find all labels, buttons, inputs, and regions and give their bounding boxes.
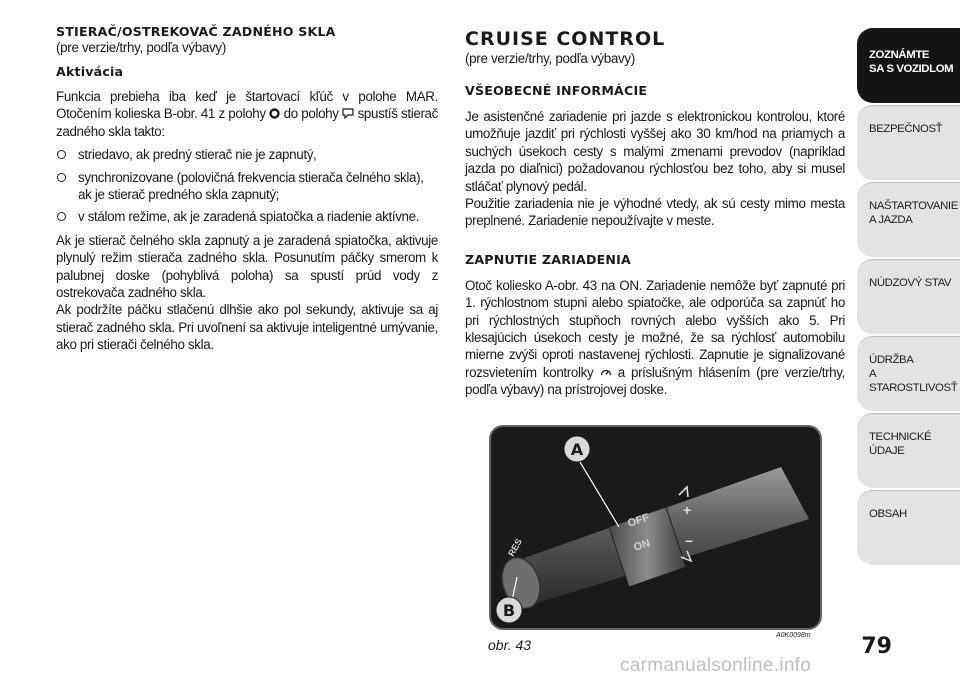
tab-get-to-know-vehicle[interactable]: ZOZNÁMTE SA S VOZIDLOM: [857, 28, 960, 103]
ring-on-label: ON: [632, 537, 652, 554]
enable-heading: ZAPNUTIE ZARIADENIA: [465, 251, 631, 267]
callout-a-line: [577, 457, 619, 527]
tab-maintenance[interactable]: ÚDRŽBA A STAROSTLIVOSŤ: [857, 336, 960, 411]
ring-off-label: OFF: [626, 511, 651, 530]
cruise-control-title: CRUISE CONTROL: [465, 28, 666, 50]
rear-wiper-title: STIERAČ/OSTREKOVAČ ZADNÉHO SKLA: [56, 24, 336, 39]
hold-lever-paragraph: Ak podržíte páčku stlačenú dlhšie ako pol sekundy, aktivuje sa aj stierač zadného skla. Pri uvoľnení sa aktivuje inteligentné umývanie, ako pri stierači čelného skla.: [56, 302, 438, 353]
callout-a-label: A: [570, 440, 584, 459]
tab-technical-data[interactable]: TECHNICKÉ ÚDAJE: [857, 413, 960, 488]
circle-bullet-icon: [57, 150, 66, 159]
figure-code: A0K0098m: [776, 632, 811, 639]
page-number: 79: [861, 634, 892, 659]
rear-wiper-symbol-icon: [342, 108, 354, 119]
activation-paragraph: Funkcia prebieha iba keď je štartovací kľúč v polohe MAR. Otočením kolieska B-obr. 41 z polohy do polohy spustíš stierač zadného skla takto:: [56, 89, 439, 139]
tab-safety[interactable]: BEZPEČNOSŤ: [857, 105, 960, 180]
reverse-paragraph: Ak je stierač čelného skla zapnutý a je zaradená spiatočka, aktivuje plynulý režim stierača zadného skla. Posunutím páčky smerom k palubnej doske (pohyblivá poloha) sa spustí prúd vody z ostrekovača zadného skla.: [56, 232, 438, 301]
plus-label: +: [683, 502, 692, 518]
circle-bullet-icon: [57, 212, 66, 221]
circle-bullet-icon: [57, 173, 66, 182]
list-item: striedavo, ak predný stierač nie je zapnutý,: [56, 146, 438, 163]
res-button-label: RES: [506, 536, 524, 558]
cruise-control-subtitle: (pre verzie/trhy, podľa výbavy): [465, 51, 635, 66]
arrow-up-icon: [679, 487, 688, 497]
general-info-heading: VŠEOBECNÉ INFORMÁCIE: [465, 83, 648, 98]
tab-contents[interactable]: OBSAH: [857, 490, 960, 565]
general-info-paragraph: Je asistenčné zariadenie pri jazde s elektronickou kontrolou, ktoré umožňuje jazdiť pri rýchlosti vyššej ako 30 km/hod na priamych a suchých úsekoch cesty s malými zmenami prevodov (napríklad jazda po diaľnici) požadovanou rýchlosťou bez toho, aby si musel stláčať plynový pedál.: [465, 109, 845, 194]
cruise-control-warning-light-icon: [600, 367, 612, 378]
watermark-text: carmanualsonline.info: [620, 655, 812, 676]
figure-caption: obr. 43: [488, 637, 532, 653]
activation-heading: Aktivácia: [56, 64, 124, 79]
minus-label: –: [685, 532, 693, 548]
wiper-mode-list: [56, 146, 438, 226]
enable-paragraph: Otoč koliesko A-obr. 43 na ON. Zariadenie nemôže byť zapnuté pri 1. rýchlostnom stupni alebo spiatočke, ale odporúča sa zapnúť ho pri rýchlostných stupňoch rovných alebo vyšších ako 5. Pri klesajúcich úsekoch cesty je možné, že sa rýchlosť automobilu mierne zvýši oproti nastavenej rýchlosti. Zapnutie je signalizované rozsvietením kontrolky a príslušným hlásením (pre verzie/trhy, podľa výbavy) na prístrojovej doske.: [465, 277, 845, 398]
usage-warning-paragraph: Použitie zariadenia nie je výhodné vtedy, ak sú cesty mimo mesta preplnené. Zariadenie nepoužívajte v meste.: [465, 196, 845, 229]
chapter-tabs: [857, 28, 960, 567]
callout-b-label: B: [502, 601, 516, 620]
off-position-icon: [269, 108, 280, 119]
left-column: [56, 24, 438, 360]
stalk-illustration: [491, 427, 820, 628]
tab-starting-driving[interactable]: NAŠTARTOVANIE A JAZDA: [857, 182, 960, 257]
right-column: [465, 28, 845, 405]
rear-wiper-subtitle: (pre verzie/trhy, podľa výbavy): [56, 40, 226, 55]
tab-emergency[interactable]: NÚDZOVÝ STAV: [857, 259, 960, 334]
list-item: v stálom režime, ak je zaradená spiatočka a riadenie aktívne.: [56, 208, 438, 225]
list-item: synchronizovane (polovičná frekvencia stierača čelného skla), ak je stierač predného skla zapnutý;: [56, 169, 438, 204]
cruise-control-lever-figure: [489, 425, 822, 630]
